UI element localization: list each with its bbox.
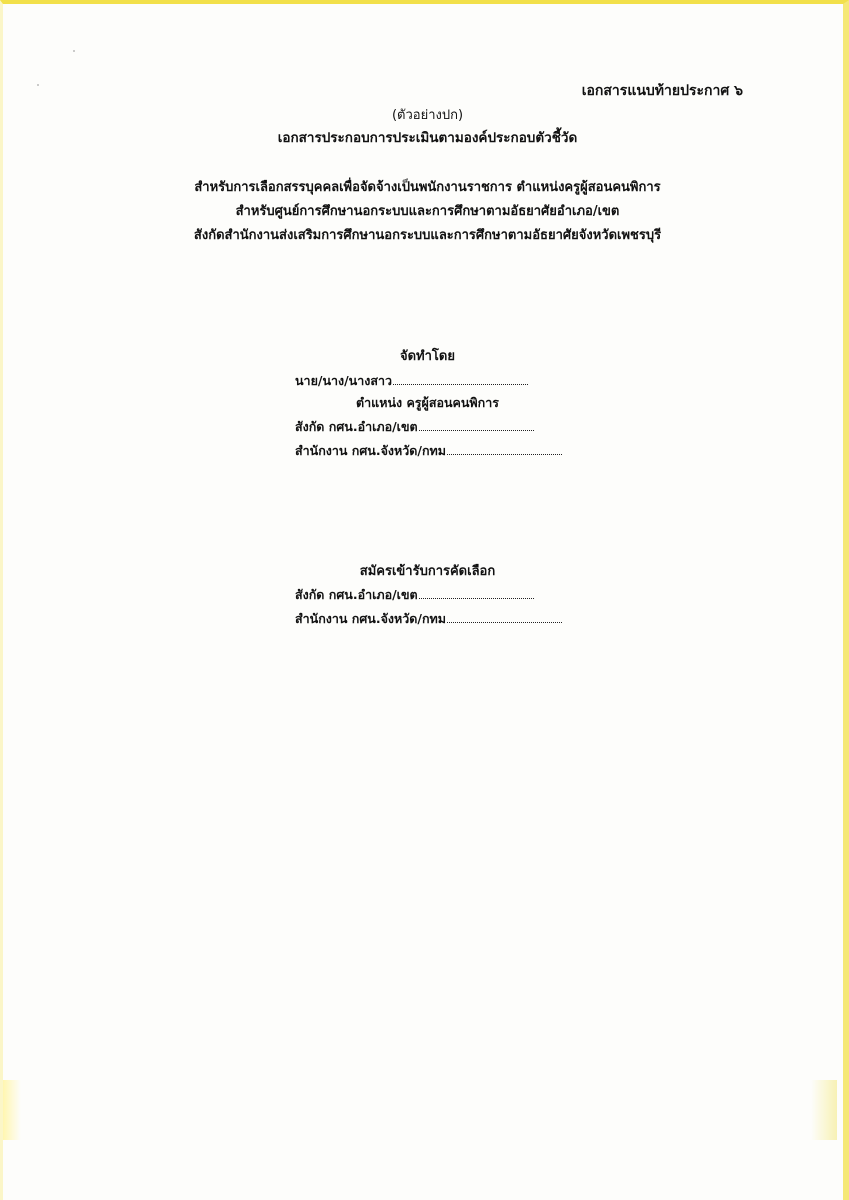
scan-speck [37, 84, 39, 86]
prepared-province-field [295, 441, 562, 461]
prepared-province-label: สำนักงาน กศน.จังหวัด/กทม [295, 443, 446, 458]
scan-tint-left [3, 1080, 21, 1140]
applying-province-label: สำนักงาน กศน.จังหวัด/กทม [295, 611, 446, 626]
fill-in-dotted-line [393, 383, 528, 385]
fill-in-dotted-line [447, 621, 562, 623]
fill-in-dotted-line [419, 597, 534, 599]
sample-cover-label: (ตัวอย่างปก) [391, 108, 464, 123]
fill-in-dotted-line [419, 429, 534, 431]
subtitle-line-1: สำหรับการเลือกสรรบุคคลเพื่อจัดจ้างเป็นพนักงานราชการ ตำแหน่งครูผู้สอนคนพิการ [194, 180, 661, 195]
subtitle-line-2: สำหรับศูนย์การศึกษานอกระบบและการศึกษาตามอัธยาศัยอำเภอ/เขต [235, 204, 620, 219]
scan-tint-right [811, 1080, 837, 1140]
prepared-district-field [295, 417, 534, 437]
annex-label: เอกสารแนบท้ายประกาศ ๖ [581, 83, 743, 99]
position-line: ตำแหน่ง ครูผู้สอนคนพิการ [356, 395, 499, 410]
applying-province-field [295, 609, 562, 629]
scan-speck [73, 50, 75, 52]
name-field [295, 371, 528, 391]
name-field-label: นาย/นาง/นางสาว [295, 373, 393, 388]
applying-heading: สมัครเข้ารับการคัดเลือก [359, 564, 496, 579]
fill-in-dotted-line [447, 453, 562, 455]
prepared-by-heading: จัดทำโดย [400, 349, 455, 364]
document-title: เอกสารประกอบการประเมินตามองค์ประกอบตัวชี้วัด [277, 130, 578, 146]
subtitle-line-3: สังกัดสำนักงานส่งเสริมการศึกษานอกระบบและการศึกษาตามอัธยาศัยจังหวัดเพชรบุรี [193, 228, 662, 243]
applying-district-field [295, 585, 534, 605]
applying-district-label: สังกัด กศน.อำเภอ/เขต [295, 587, 418, 602]
prepared-district-label: สังกัด กศน.อำเภอ/เขต [295, 419, 418, 434]
